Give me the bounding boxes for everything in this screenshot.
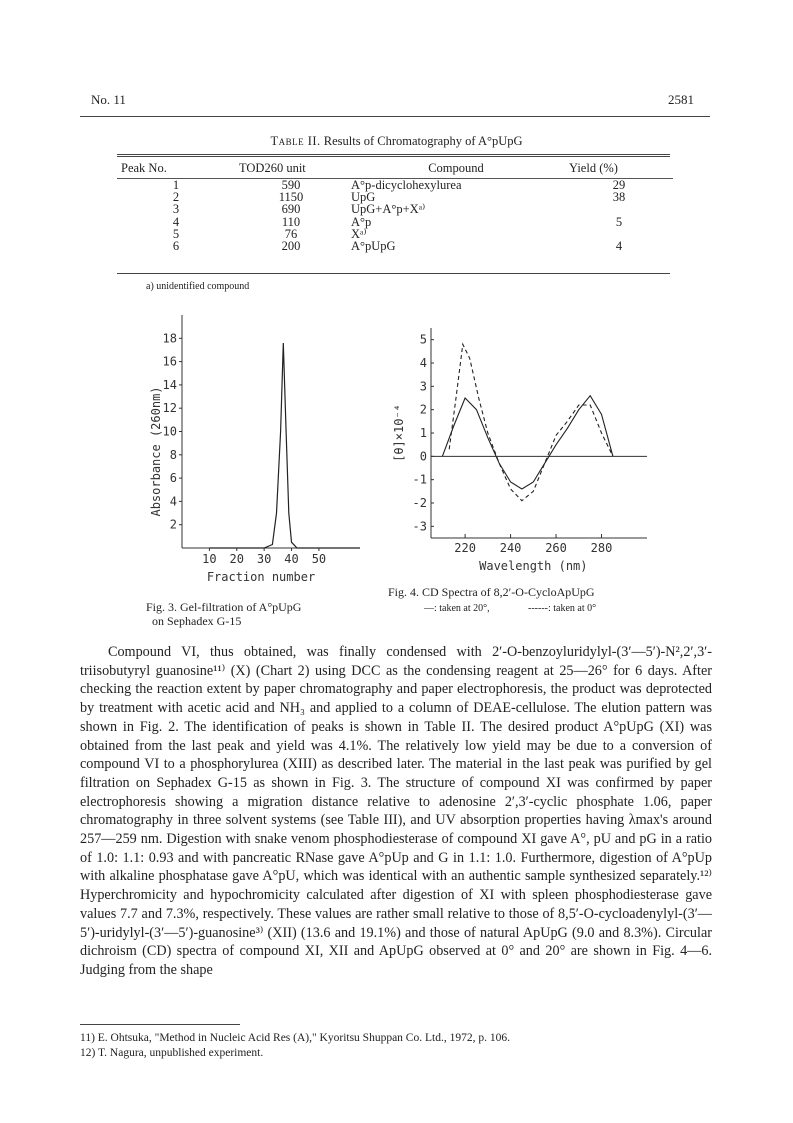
footnote-rule xyxy=(80,1024,240,1025)
table-top-rule-2 xyxy=(117,156,670,157)
table-row xyxy=(117,203,673,215)
fig3-y-tick-label: 16 xyxy=(162,354,177,369)
table-top-rule xyxy=(117,154,670,155)
fig4-series-0deg xyxy=(449,344,613,500)
fig4-chart xyxy=(385,320,665,582)
table-label: Table II. xyxy=(270,134,321,148)
cell-peak: 1 xyxy=(172,178,180,192)
fig3-y-tick-label: 4 xyxy=(169,494,177,509)
col-peak-no: Peak No. xyxy=(117,158,235,179)
fig4-series-20deg xyxy=(442,396,613,489)
fig3-y-tick-label: 18 xyxy=(162,331,177,346)
fig4-y-tick-label: 5 xyxy=(419,332,427,347)
fig4-y-tick-label: 2 xyxy=(419,402,427,417)
fig4-legend-dashed: ------: taken at 0° xyxy=(528,603,597,614)
fig3-series-line xyxy=(209,343,360,548)
cell-yield: 5 xyxy=(615,214,623,229)
table-title: Results of Chromatography of A°pUpG xyxy=(323,134,523,148)
cell-peak: 2 xyxy=(172,190,180,205)
cell-compound: A°pUpG xyxy=(351,239,396,254)
fig4-y-tick-label: -1 xyxy=(412,472,427,487)
cell-compound: A°p xyxy=(351,214,372,229)
fig4-y-tick-label: 3 xyxy=(419,379,427,394)
fig3-x-tick-label: 20 xyxy=(229,552,244,566)
fig3-caption-line1: Fig. 3. Gel-filtration of A°pUpG xyxy=(146,600,302,614)
cell-yield: 29 xyxy=(612,178,626,192)
table-bottom-rule xyxy=(117,273,670,274)
cell-tod: 76 xyxy=(284,226,298,241)
fig4-x-tick-label: 240 xyxy=(499,541,522,555)
cell-yield xyxy=(565,203,673,215)
fig4-y-tick-label: 1 xyxy=(419,426,427,440)
fig3-y-tick-label: 10 xyxy=(162,424,177,439)
col-compound: Compound xyxy=(347,158,565,179)
table-header-row xyxy=(117,158,673,179)
page-number: 2581 xyxy=(668,92,694,107)
col-tod: TOD260 unit xyxy=(235,158,347,179)
cell-tod: 690 xyxy=(281,202,301,217)
cell-tod: 590 xyxy=(281,178,301,192)
fig3-caption-line2: on Sephadex G-15 xyxy=(152,614,242,628)
fig3-x-tick-label: 10 xyxy=(202,552,217,566)
fig3-chart xyxy=(135,310,365,600)
table-footnote: a) unidentified compound xyxy=(146,281,250,292)
cell-tod: 1150 xyxy=(278,190,304,205)
table-row xyxy=(117,216,673,228)
cell-tod: 110 xyxy=(281,214,301,229)
footnote-11: 11) E. Ohtsuka, "Method in Nucleic Acid Res (A)," Kyoritsu Shuppan Co. Ltd., 1972, p. 106. xyxy=(80,1032,510,1044)
cell-peak: 6 xyxy=(172,239,180,254)
table-caption xyxy=(0,134,793,149)
header-rule xyxy=(80,116,710,117)
body-paragraph: Compound VI, thus obtained, was finally condensed with 2′-O-benzoyluridylyl-(3′—5′)-N²,2′,3′-triisobutyryl guanosine¹¹⁾ (X) (Chart 2) using DCC as the condensing reagent at 25—26° for 6 days. After checking the reaction extent by paper chromatography and paper electrophoresis, the product was deprotected by treatment with acetic acid and NH₃ and applied to a column of DEAE-cellulose. The elution pattern was shown in Fig. 2. The identification of peaks is shown in Table II. The desired product A°pUpG (XI) was obtained from the last peak and yield was 4.1%. The relatively low yield may be due to a conversion of compound VI to a phosphorylurea (XIII) as described later. The material in the last peak was purified by gel filtration on Sephadex G-15 as shown in Fig. 3. The structure of compound XI was confirmed by paper electrophoresis showing a migration distance relative to adenosine 2′,3′-cyclic phosphate 1.06, paper chromatography in three solvent systems (see Table III), and UV absorption properties having λmax's around 257—259 nm. Digestion with snake venom phosphodiesterase of compound XI gave A°, pU and pG in a ratio of 1.0: 1.1: 0.93 and with pancreatic RNase gave A°pUp and G in 1.1: 1.0. Furthermore, digestion of A°pUp with alkaline phosphatase gave A°pU, which was identical with an authentic sample synthesized separately.¹²⁾ Hyperchromicity and hypochromicity calculated after digestion of XI with spleen phosphodiesterase gave values 7.7 and 7.3%, respectively. These values are rather small relative to those of 8,5′-O-cycloadenylyl-(3′—5′)-uridylyl-(3′—5′)-guanosine³⁾ (XII) (13.6 and 19.1%) and those of natural ApUpG (9.0 and 8.3%). Circular dichroism (CD) spectra of compound XI, XII and ApUpG observed at 0° and 20° are shown in Fig. 4—6. Judging from the shape xyxy=(80,644,712,978)
fig3-x-tick-label: 30 xyxy=(256,552,272,566)
cell-compound: Xᵃ⁾ xyxy=(351,226,367,241)
journal-issue: No. 11 xyxy=(91,92,126,107)
body-text xyxy=(80,643,712,980)
fig3-x-tick-label: 50 xyxy=(311,552,327,566)
fig4-legend-solid: —: taken at 20°, xyxy=(424,603,490,614)
fig4-y-tick-label: 4 xyxy=(419,356,427,370)
fig3-y-tick-label: 6 xyxy=(169,471,177,486)
fig4-x-tick-label: 260 xyxy=(545,541,567,555)
cell-peak: 4 xyxy=(172,214,180,229)
table-row xyxy=(117,240,673,252)
col-yield: Yield (%) xyxy=(565,158,673,179)
fig4-y-tick-label: 0 xyxy=(419,449,427,464)
fig3-y-tick-label: 12 xyxy=(162,401,177,416)
fig4-y-tick-label: -3 xyxy=(412,519,427,534)
cell-peak: 5 xyxy=(172,226,180,241)
cell-compound: UpG+A°p+Xᵃ⁾ xyxy=(351,202,426,217)
fig3-y-label: Absorbance (260nm) xyxy=(149,386,163,517)
fig4-y-label: [θ]×10⁻⁴ xyxy=(392,404,406,462)
table-row xyxy=(117,179,673,192)
fig3-y-tick-label: 8 xyxy=(169,447,177,462)
cell-yield: 38 xyxy=(612,190,626,205)
results-table xyxy=(117,158,673,252)
cell-compound: UpG xyxy=(351,190,376,205)
footnote-12: 12) T. Nagura, unpublished experiment. xyxy=(80,1047,264,1059)
fig3-x-tick-label: 40 xyxy=(284,552,299,566)
cell-peak: 3 xyxy=(172,202,180,217)
cell-tod: 200 xyxy=(281,239,301,254)
fig4-caption-title: Fig. 4. CD Spectra of 8,2′-O-CycloApUpG xyxy=(388,585,595,599)
fig4-y-tick-label: -2 xyxy=(412,496,427,510)
fig3-x-label: Fraction number xyxy=(206,570,316,584)
fig4-x-label: Wavelength (nm) xyxy=(479,559,588,573)
fig4-x-tick-label: 280 xyxy=(590,541,613,555)
fig3-y-tick-label: 14 xyxy=(162,377,177,392)
cell-compound: A°p-dicyclohexylurea xyxy=(351,178,462,192)
fig3-y-tick-label: 2 xyxy=(169,517,177,532)
fig4-x-tick-label: 220 xyxy=(454,541,476,555)
cell-yield: 4 xyxy=(615,239,623,254)
